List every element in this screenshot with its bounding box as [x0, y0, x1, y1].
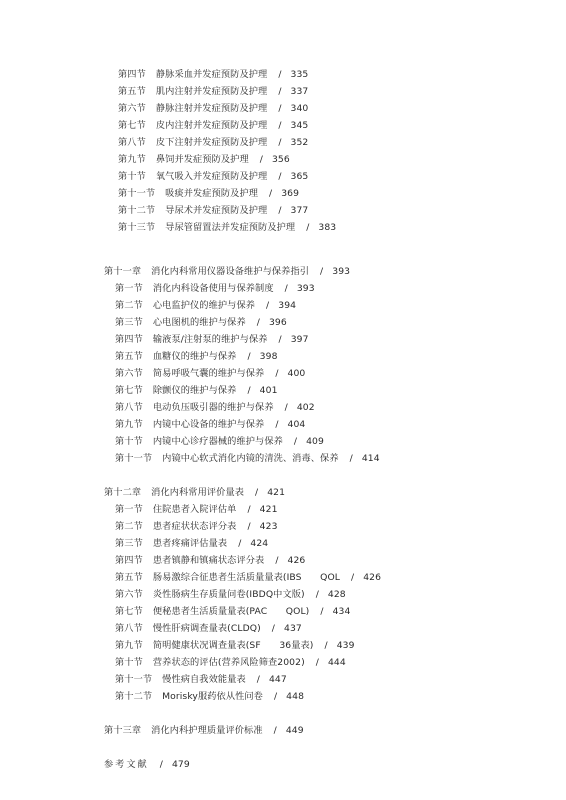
entry-separator: / — [238, 538, 242, 549]
entry-separator: / — [278, 171, 282, 182]
toc-entry[interactable] — [118, 220, 336, 236]
entry-number: 第三节 — [115, 317, 143, 328]
entry-title: 心电图机的维护与保养 — [152, 317, 246, 328]
entry-page: 444 — [327, 657, 346, 668]
chapter-number: 第十三章 — [104, 725, 142, 736]
chapter-number: 第十一章 — [104, 266, 142, 277]
chapter-page: 393 — [332, 266, 351, 277]
entry-separator: / — [278, 120, 282, 131]
references-title: 参考文献 — [104, 759, 149, 770]
toc-entry[interactable] — [115, 553, 305, 569]
toc-entry[interactable] — [115, 672, 287, 688]
entry-number: 第一节 — [115, 504, 143, 515]
toc-entry[interactable] — [115, 434, 324, 450]
toc-entry[interactable] — [115, 349, 278, 365]
chapter-title: 消化内科常用仪器设备维护与保养指引 — [151, 266, 310, 277]
entry-number: 第六节 — [115, 368, 143, 379]
entry-number: 第三节 — [115, 538, 143, 549]
toc-chapter-12[interactable] — [104, 485, 285, 501]
entry-number: 第九节 — [118, 154, 146, 165]
entry-separator: / — [256, 674, 260, 685]
entry-title: 炎性肠病生存质量问卷(IBDQ中文版) — [152, 589, 305, 600]
entry-page: 393 — [296, 283, 315, 294]
entry-number: 第八节 — [115, 402, 143, 413]
entry-separator: / — [284, 402, 288, 413]
entry-separator: / — [259, 154, 263, 165]
entry-title: 慢性肝病调查量表(CLDQ) — [152, 623, 261, 634]
entry-separator: / — [278, 69, 282, 80]
toc-entry[interactable] — [115, 417, 305, 433]
entry-page: 396 — [268, 317, 287, 328]
entry-page: 394 — [278, 300, 297, 311]
entry-separator: / — [320, 266, 324, 277]
toc-references[interactable] — [104, 757, 190, 773]
toc-entry[interactable] — [115, 332, 309, 348]
entry-number: 第二节 — [115, 521, 143, 532]
toc-entry[interactable] — [118, 118, 308, 134]
toc-entry[interactable] — [118, 135, 308, 151]
entry-separator: / — [271, 623, 275, 634]
entry-title: 吸痰并发症预防及护理 — [165, 188, 259, 199]
entry-separator: / — [247, 521, 251, 532]
entry-separator: / — [324, 640, 328, 651]
entry-separator: / — [306, 222, 310, 233]
toc-chapter-11[interactable] — [104, 264, 350, 280]
entry-number: 第四节 — [115, 555, 143, 566]
entry-separator: / — [278, 137, 282, 148]
entry-separator: / — [247, 385, 251, 396]
entry-title: 鼻饲并发症预防及护理 — [155, 154, 249, 165]
entry-number: 第六节 — [115, 589, 143, 600]
entry-page: 426 — [287, 555, 306, 566]
entry-separator: / — [278, 103, 282, 114]
toc-entry[interactable] — [118, 186, 299, 202]
entry-page: 426 — [363, 572, 382, 583]
entry-separator: / — [293, 436, 298, 447]
entry-number: 第二节 — [115, 300, 143, 311]
entry-number: 第四节 — [115, 334, 143, 345]
entry-page: 340 — [290, 103, 309, 114]
entry-separator: / — [273, 691, 278, 702]
entry-separator: / — [256, 317, 260, 328]
entry-number: 第六节 — [118, 103, 146, 114]
entry-number: 第八节 — [115, 623, 143, 634]
entry-number: 第四节 — [118, 69, 146, 80]
entry-title: 静脉注射并发症预防及护理 — [155, 103, 268, 114]
entry-separator: / — [278, 334, 282, 345]
toc-entry[interactable] — [115, 587, 346, 603]
entry-title: 患者症状状态评分表 — [152, 521, 237, 532]
entry-title: 慢性病自我效能量表 — [162, 674, 246, 685]
entry-title: 血糖仪的维护与保养 — [152, 351, 237, 362]
entry-number: 第九节 — [115, 640, 143, 651]
entry-title: 内镜中心设备的维护与保养 — [152, 419, 265, 430]
entry-separator: / — [266, 300, 270, 311]
entry-number: 第九节 — [115, 419, 143, 430]
entry-number: 第七节 — [118, 120, 146, 131]
entry-number: 第十节 — [115, 657, 143, 668]
entry-page: 434 — [332, 606, 351, 617]
entry-title: Morisky服药依从性问卷 — [162, 691, 263, 702]
entry-page: 400 — [287, 368, 306, 379]
toc-entry[interactable] — [118, 84, 308, 100]
entry-separator: / — [273, 725, 277, 736]
entry-title: 便秘患者生活质量量表(PAC QOL) — [152, 606, 310, 617]
entry-page: 352 — [290, 137, 309, 148]
entry-number: 第十三节 — [118, 222, 156, 233]
entry-page: 365 — [290, 171, 309, 182]
toc-entry[interactable] — [115, 298, 296, 314]
toc-entry[interactable] — [115, 400, 315, 416]
entry-separator: / — [159, 759, 163, 770]
entry-title: 简易呼吸气囊的维护与保养 — [152, 368, 265, 379]
entry-number: 第十节 — [118, 171, 146, 182]
toc-entry[interactable] — [115, 519, 278, 535]
entry-page: 424 — [250, 538, 269, 549]
toc-entry[interactable] — [115, 315, 287, 331]
entry-separator: / — [275, 419, 279, 430]
entry-title: 除颤仪的维护与保养 — [152, 385, 237, 396]
entry-number: 第十二节 — [115, 691, 153, 702]
chapter-title: 消化内科护理质量评价标准 — [151, 725, 263, 736]
entry-number: 第五节 — [115, 572, 143, 583]
entry-title: 内镜中心诊疗器械的维护与保养 — [152, 436, 283, 447]
entry-separator: / — [278, 86, 282, 97]
chapter-page: 421 — [267, 487, 286, 498]
entry-separator: / — [349, 453, 353, 464]
entry-title: 肠易激综合征患者生活质量量表(IBS QOL — [152, 572, 341, 583]
entry-page: 404 — [287, 419, 306, 430]
entry-separator: / — [255, 487, 259, 498]
entry-title: 营养状态的评估(营养风险筛查2002) — [152, 657, 305, 668]
entry-title: 电动负压吸引器的维护与保养 — [152, 402, 274, 413]
entry-separator: / — [269, 188, 273, 199]
chapter-number: 第十二章 — [104, 487, 142, 498]
entry-number: 第七节 — [115, 606, 143, 617]
entry-number: 第八节 — [118, 137, 146, 148]
references-page: 479 — [171, 759, 190, 770]
toc-entry[interactable] — [115, 281, 315, 297]
entry-page: 439 — [336, 640, 355, 651]
chapter-title: 消化内科常用评价量表 — [151, 487, 245, 498]
toc-entry[interactable] — [118, 169, 308, 185]
toc-entry[interactable] — [118, 152, 290, 168]
toc-entry[interactable] — [115, 451, 380, 467]
entry-title: 住院患者入院评估单 — [152, 504, 237, 515]
entry-separator: / — [284, 283, 288, 294]
entry-separator: / — [320, 606, 324, 617]
toc-entry[interactable] — [115, 655, 346, 671]
entry-number: 第五节 — [118, 86, 146, 97]
entry-title: 导尿术并发症预防及护理 — [165, 205, 268, 216]
entry-title: 皮内注射并发症预防及护理 — [155, 120, 268, 131]
toc-entry[interactable] — [118, 67, 308, 83]
entry-page: 409 — [306, 436, 324, 447]
entry-title: 输液泵/注射泵的维护与保养 — [152, 334, 268, 345]
entry-separator: / — [275, 368, 279, 379]
entry-page: 423 — [259, 521, 278, 532]
entry-page: 398 — [259, 351, 278, 362]
entry-page: 383 — [318, 222, 337, 233]
entry-title: 氧气吸入并发症预防及护理 — [155, 171, 268, 182]
entry-page: 337 — [290, 86, 309, 97]
toc-entry[interactable] — [115, 502, 278, 518]
entry-separator: / — [351, 572, 355, 583]
toc-entry[interactable] — [115, 570, 381, 586]
toc-entry[interactable] — [118, 101, 308, 117]
entry-number: 第十一节 — [118, 188, 156, 199]
entry-page: 369 — [281, 188, 300, 199]
entry-page: 345 — [290, 120, 309, 131]
toc-entry[interactable] — [115, 689, 304, 705]
entry-number: 第十一节 — [115, 453, 153, 464]
entry-number: 第七节 — [115, 385, 143, 396]
entry-title: 导尿管留置法并发症预防及护理 — [165, 222, 296, 233]
toc-entry[interactable] — [115, 604, 350, 620]
toc-chapter-13[interactable] — [104, 723, 304, 739]
entry-page: 448 — [286, 691, 305, 702]
entry-title: 内镜中心软式消化内镜的清洗、消毒、保养 — [162, 453, 339, 464]
toc-entry[interactable] — [115, 383, 278, 399]
entry-page: 356 — [271, 154, 290, 165]
entry-page: 402 — [296, 402, 315, 413]
entry-page: 437 — [284, 623, 302, 634]
entry-separator: / — [247, 351, 251, 362]
entry-separator: / — [315, 589, 319, 600]
entry-page: 428 — [327, 589, 346, 600]
entry-title: 皮下注射并发症预防及护理 — [155, 137, 268, 148]
entry-separator: / — [247, 504, 251, 515]
entry-page: 397 — [290, 334, 309, 345]
entry-page: 447 — [268, 674, 287, 685]
entry-page: 377 — [290, 205, 309, 216]
toc-entry[interactable] — [118, 203, 308, 219]
entry-number: 第十节 — [115, 436, 143, 447]
entry-page: 421 — [259, 504, 278, 515]
entry-number: 第五节 — [115, 351, 143, 362]
entry-separator: / — [278, 205, 282, 216]
entry-title: 静脉采血并发症预防及护理 — [155, 69, 268, 80]
entry-title: 患者疼痛评估量表 — [152, 538, 228, 549]
entry-title: 患者镇静和镇痛状态评分表 — [152, 555, 265, 566]
entry-separator: / — [315, 657, 319, 668]
entry-page: 414 — [361, 453, 380, 464]
entry-title: 心电监护仪的维护与保养 — [152, 300, 256, 311]
entry-page: 401 — [259, 385, 278, 396]
entry-title: 肌内注射并发症预防及护理 — [155, 86, 268, 97]
entry-title: 消化内科设备使用与保养制度 — [152, 283, 274, 294]
toc-entry[interactable] — [115, 366, 305, 382]
entry-separator: / — [275, 555, 279, 566]
entry-page: 335 — [290, 69, 309, 80]
entry-number: 第一节 — [115, 283, 143, 294]
chapter-page: 449 — [285, 725, 304, 736]
entry-number: 第十二节 — [118, 205, 156, 216]
toc-entry[interactable] — [115, 621, 302, 637]
toc-entry[interactable] — [115, 536, 268, 552]
toc-entry[interactable] — [115, 638, 355, 654]
entry-title: 简明健康状况调查量表(SF 36量表) — [152, 640, 314, 651]
entry-number: 第十一节 — [115, 674, 153, 685]
